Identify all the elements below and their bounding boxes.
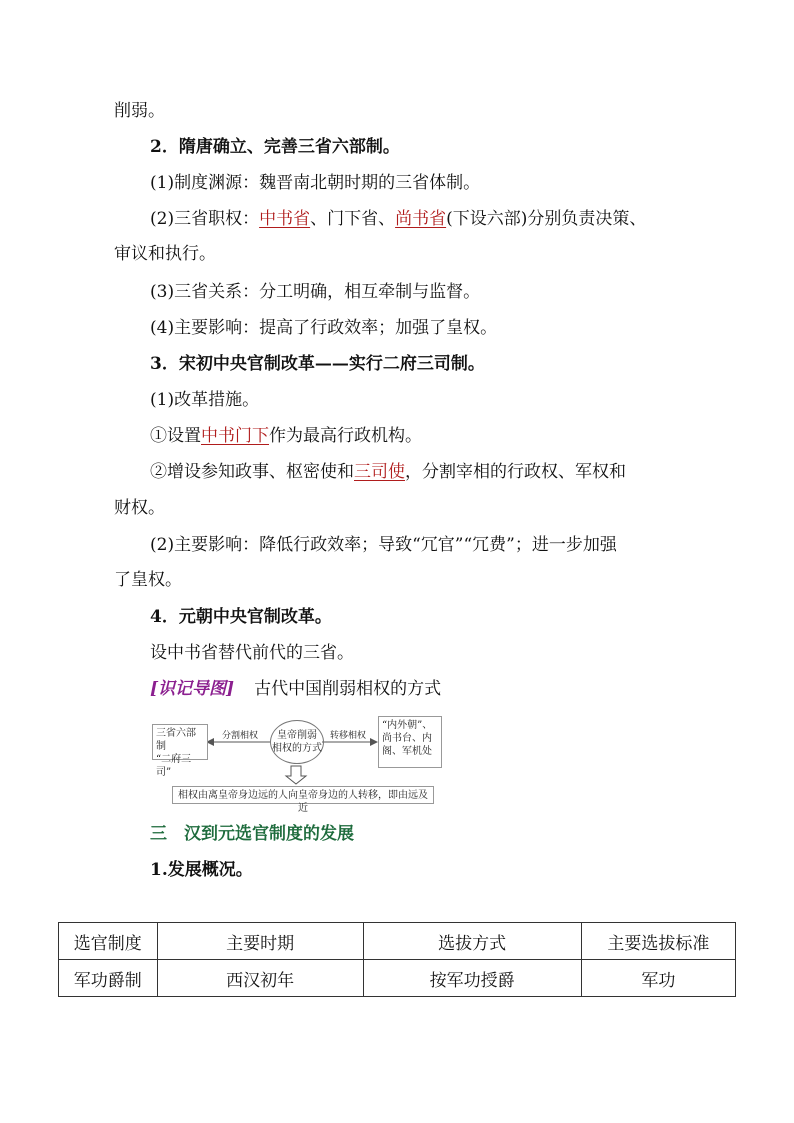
mind-map-text: 古代中国削弱相权的方式 <box>254 679 442 699</box>
text-line: 财权。 <box>114 498 165 518</box>
table-cell: 按军功授爵 <box>363 960 581 997</box>
left-arrow-label: 分割相权 <box>222 731 259 741</box>
text-line <box>150 208 646 230</box>
text-span: 作为最高行政机构。 <box>269 426 422 446</box>
text-line: 审议和执行。 <box>114 244 216 264</box>
section-title: 三 汉到元选官制度的发展 <box>150 824 354 844</box>
text-span: ，分割宰相的行政权、军权和 <box>405 462 626 482</box>
text-line <box>150 425 422 447</box>
left-box: 三省六部制 “二府三司” <box>152 724 208 760</box>
table-cell: 军功 <box>581 960 735 997</box>
keyword-zhongshusheng: 中书省 <box>259 209 311 229</box>
text-span: 、门下省、 <box>310 209 396 229</box>
text-line: 削弱。 <box>114 101 165 121</box>
text-span: (2)三省职权： <box>150 209 260 229</box>
text-line: (1)制度渊源：魏晋南北朝时期的三省体制。 <box>150 173 481 193</box>
text-line: (2)主要影响：降低行政效率；导致“冗官”“冗费”；进一步加强 <box>150 535 617 555</box>
heading-3: 3．宋初中央官制改革——实行二府三司制。 <box>150 354 485 374</box>
text-line: (3)三省关系：分工明确，相互牵制与监督。 <box>150 282 481 302</box>
text-span: (下设六部)分别负责决策、 <box>446 209 647 229</box>
table-header-cell: 主要选拔标准 <box>581 923 735 960</box>
selection-system-table <box>58 922 736 997</box>
keyword-zhongshumenxia: 中书门下 <box>201 426 269 446</box>
text-line: 设中书省替代前代的三省。 <box>150 643 354 663</box>
right-box: “内外朝”、 尚书台、内 阁、军机处 <box>378 716 442 768</box>
down-arrow <box>286 766 306 784</box>
text-line: (1)改革措施。 <box>150 390 260 410</box>
right-arrow-label: 转移相权 <box>330 731 367 741</box>
table-header-cell: 主要时期 <box>157 923 363 960</box>
mind-map-diagram <box>150 716 450 814</box>
table-cell: 军功爵制 <box>59 960 158 997</box>
text-line: (4)主要影响：提高了行政效率；加强了皇权。 <box>150 318 498 338</box>
heading-2: 2．隋唐确立、完善三省六部制。 <box>150 137 400 157</box>
text-line <box>150 461 626 483</box>
text-span: ②增设参知政事、枢密使和 <box>150 462 354 482</box>
table-row <box>59 960 736 997</box>
table-header-cell: 选拔方式 <box>363 923 581 960</box>
heading-4: 4．元朝中央官制改革。 <box>150 607 332 627</box>
right-arrow-head <box>370 738 378 746</box>
table-header-cell: 选官制度 <box>59 923 158 960</box>
subheading: 1.发展概况。 <box>150 860 253 880</box>
table-cell: 西汉初年 <box>157 960 363 997</box>
mind-map-title <box>150 678 441 700</box>
keyword-sansishi: 三司使 <box>354 462 405 482</box>
center-ellipse: 皇帝削弱 相权的方式 <box>270 720 324 764</box>
keyword-shangshusheng: 尚书省 <box>395 209 447 229</box>
table-header-row <box>59 923 736 960</box>
text-line: 了皇权。 <box>114 570 182 590</box>
mind-map-tag: [识记导图] <box>150 679 235 699</box>
bottom-box: 相权由离皇帝身边远的人向皇帝身边的人转移，即由远及近 <box>172 786 434 804</box>
text-span: ①设置 <box>150 426 201 446</box>
